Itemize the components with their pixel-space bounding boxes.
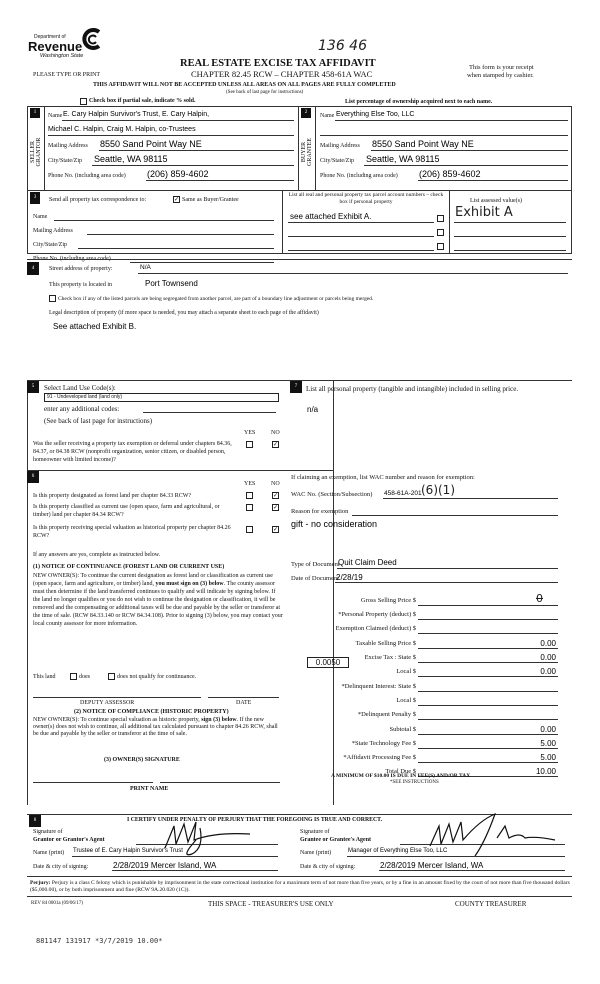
doc-type-field[interactable]: Quit Claim Deed <box>338 558 397 567</box>
buyer-mailing-field[interactable]: 8550 Sand Point Way NE <box>372 139 474 149</box>
partial-sale-label: Check box if partial sale, indicate % sold. <box>89 98 196 104</box>
underline <box>78 248 274 249</box>
exemption-question: Was the seller receiving a property tax exemption or deferral under chapters 84.36, 84.37, or 84.38 RCW (nonprofit organization, senior citizen, or disabled person, homeowner with limited income)? <box>33 441 232 463</box>
grantee-signature <box>425 812 575 860</box>
underline <box>418 648 558 649</box>
owner-signature-title: (3) OWNER(S) SIGNATURE <box>104 757 180 763</box>
warning-text: THIS AFFIDAVIT WILL NOT BE ACCEPTED UNLESS ALL AREAS ON ALL PAGES ARE FULLY COMPLETED <box>93 82 396 88</box>
partial-sale-checkbox[interactable] <box>80 98 87 105</box>
underline <box>54 220 274 221</box>
personal-property-field[interactable]: n/a <box>307 405 319 414</box>
fee-label: Exemption Claimed (deduct) $ <box>335 625 416 632</box>
text: sign (3) below <box>201 717 237 723</box>
phone-label: Phone No. (including area code) <box>33 256 111 262</box>
mailing-label: Mailing Address <box>320 143 360 149</box>
underline <box>383 498 558 499</box>
q-current-use-yes-checkbox[interactable] <box>246 504 253 511</box>
logo-line: Department of <box>34 34 66 40</box>
this-land-label: This land <box>33 674 56 680</box>
underline <box>418 719 558 720</box>
section-number: 4 <box>27 262 39 275</box>
underline <box>72 856 278 857</box>
buyer-city-field[interactable]: Seattle, WA 98115 <box>366 154 440 164</box>
fee-label: Local $ <box>396 668 416 675</box>
section-number: 7 <box>290 381 302 393</box>
seller-phone-field[interactable]: (206) 859-4602 <box>147 169 209 179</box>
if-yes-note: If any answers are yes, complete as instructed below. <box>33 552 161 558</box>
divider <box>449 190 450 254</box>
underline <box>146 180 294 181</box>
q-current-use-no-checkbox[interactable]: ✓ <box>273 505 279 511</box>
does-label: does <box>79 674 90 680</box>
underline <box>335 582 558 583</box>
see-instructions: *SEE INSTRUCTIONS <box>390 780 439 785</box>
wac-field[interactable]: 458-61A-201 <box>384 490 422 497</box>
see-back-note: (See back of last page for instructions) <box>226 90 304 95</box>
parcel-field[interactable]: see attached Exhibit A. <box>290 212 372 221</box>
underline <box>418 619 558 620</box>
underline <box>371 150 568 151</box>
fee-label: Subtotal $ <box>389 726 416 733</box>
underline <box>418 762 558 763</box>
certify-statement: I CERTIFY UNDER PENALTY OF PERJURY THAT THE FOREGOING IS TRUE AND CORRECT. <box>127 817 383 823</box>
divider <box>27 470 333 471</box>
underline <box>208 697 279 698</box>
side-label: SELLER GRANTOR <box>30 137 42 167</box>
fee-label: *State Technology Fee $ <box>351 740 416 747</box>
grantee-date-field[interactable]: 2/28/2019 Mercer Island, WA <box>380 861 484 870</box>
city-label: City/State/Zip <box>320 158 354 164</box>
street-label: Street address of property: <box>49 266 113 272</box>
text: . The county assessor must then determine if the land transferred continues to qualify and will indicate by signing below. If the land no longer qualifies or you do not wish to continue the designation or classification, it will be removed and the compensating or additional taxes will be due and payable by the seller or transferor at the time of sale. (RCW 84.33.140 or RCW 84.34.108). Prior to signing (3) below, you may contact your local county assessor for more information. <box>33 581 283 627</box>
fee-label: Gross Selling Price $ <box>360 597 416 604</box>
divider <box>27 380 28 805</box>
fee-label: Total Due $ <box>385 768 416 775</box>
local-rate-field[interactable]: 0.0050 <box>307 657 349 668</box>
text: NEW OWNER(S): To continue the current designation as forest land or classification as current use (open space, farm and agriculture, or timber) land, <box>33 573 273 587</box>
signature-label: Signature of <box>33 829 63 835</box>
logo-swirl-icon <box>80 28 102 50</box>
minimum-note: A MINIMUM OF $10.00 IS DUE IN FEE(S) AND/OR TAX <box>331 773 471 779</box>
underline <box>418 734 558 735</box>
underline <box>418 676 558 677</box>
underline <box>364 165 568 166</box>
underline <box>418 605 558 606</box>
land-use-select[interactable]: 91 - Undeveloped land (land only) <box>44 393 279 402</box>
underline <box>418 633 558 634</box>
receipt-note: This form is your receipt <box>469 64 534 71</box>
seller-mailing-field[interactable]: 8550 Sand Point Way NE <box>100 139 202 149</box>
seller-city-field[interactable]: Seattle, WA 98115 <box>94 154 168 164</box>
mailing-label: Mailing Address <box>33 228 73 234</box>
fee-value[interactable]: 10.00 <box>535 767 556 776</box>
notice-continuance-title: (1) NOTICE OF CONTINUANCE (FOREST LAND OR CURRENT USE) <box>33 564 225 570</box>
side-label: BUYER GRANTEE <box>301 138 313 166</box>
underline <box>99 150 294 151</box>
correspondence-label: Send all property tax correspondence to: <box>49 197 147 203</box>
text: Perjury: <box>30 880 51 886</box>
doc-type-label: Type of Document <box>291 561 340 568</box>
additional-codes-label: enter any additional codes: <box>44 405 120 413</box>
divider <box>27 876 572 877</box>
underline <box>288 250 434 251</box>
legal-description-field[interactable]: See attached Exhibit B. <box>53 322 137 331</box>
fee-label: Taxable Selling Price $ <box>355 640 416 647</box>
underline <box>62 120 294 121</box>
seller-name2-field[interactable]: Michael C. Halpin, Craig M. Halpin, co-Trustees <box>48 126 196 133</box>
name-label: Name <box>48 113 63 119</box>
buyer-name-field[interactable]: Everything Else Too, LLC <box>336 111 415 118</box>
underline <box>418 662 558 663</box>
doc-date-field[interactable]: 2/28/19 <box>336 573 363 582</box>
underline <box>352 515 558 516</box>
reason-label: Reason for exemption <box>291 508 349 515</box>
logo-line: Revenue <box>28 39 83 54</box>
section-number: 6 <box>27 471 39 483</box>
print-name-label: PRINT NAME <box>130 786 169 792</box>
divider <box>27 896 572 897</box>
personal-property-checkbox[interactable] <box>437 215 444 222</box>
text: Perjury is a class C felony which is punishable by imprisonment in the state correctional institution for a maximum term of not more than five years, or by a fine in an amount fixed by the court of not more than five thousand dollars ($5,000.00), or by both imprisonment and fine (RCW 9A.20.020 (1C)). <box>30 880 570 893</box>
deputy-assessor-label: DEPUTY ASSESSOR <box>80 700 135 706</box>
underline <box>160 782 280 783</box>
underline <box>33 697 201 698</box>
seller-name-field[interactable]: E. Cary Halpin Survivor's Trust, E. Cary Halpin, <box>63 111 210 118</box>
underline <box>418 705 558 706</box>
notice-compliance-title: (2) NOTICE OF COMPLIANCE (HISTORIC PROPERTY) <box>74 709 229 715</box>
text: you must sign on (3) below <box>155 581 224 587</box>
fee-label: Local $ <box>396 697 416 704</box>
underline <box>138 273 568 274</box>
fee-label: *Affidavit Processing Fee $ <box>343 754 416 761</box>
land-use-label: Select Land Use Code(s): <box>44 384 116 392</box>
same-as-buyer-checkbox[interactable]: ✓ <box>174 197 180 203</box>
section-number: 2 <box>301 108 311 118</box>
county-treasurer-label: COUNTY TREASURER <box>455 900 527 908</box>
doc-date-label: Date of Document <box>291 575 340 582</box>
does-not-qualify-checkbox[interactable] <box>108 673 115 680</box>
parcel-header: List all real and personal property tax parcel account numbers – check box if personal property <box>288 192 444 205</box>
fee-label: *Delinquent Penalty $ <box>357 711 416 718</box>
underline <box>112 870 278 871</box>
underline <box>454 222 566 223</box>
please-type: PLEASE TYPE OR PRINT <box>33 72 101 78</box>
see-back-note: (See back of last page for instructions) <box>44 417 153 425</box>
receipt-note: when stamped by cashier. <box>467 72 534 79</box>
underline <box>379 870 565 871</box>
personal-property-checkbox[interactable] <box>437 229 444 236</box>
located-field[interactable]: Port Townsend <box>145 279 198 288</box>
date-city-label: Date & city of signing: <box>33 864 89 870</box>
yes-header: YES <box>244 430 256 436</box>
mailing-label: Mailing Address <box>48 143 88 149</box>
underline <box>288 222 434 223</box>
treasurer-use-label: THIS SPACE - TREASURER'S USE ONLY <box>208 900 334 908</box>
legal-label: Legal description of property (if more space is needed, you may attach a separate sheet to each page of the affidavit) <box>49 310 319 316</box>
fee-label: *Delinquent Interest: State $ <box>341 683 416 690</box>
section-number: 8 <box>29 815 41 827</box>
date-city-label: Date & city of signing: <box>300 864 356 870</box>
ownership-note: List percentage of ownership acquired next to each name. <box>345 99 493 105</box>
buyer-phone-field[interactable]: (206) 859-4602 <box>419 169 481 179</box>
q-forest-yes-checkbox[interactable] <box>246 492 253 499</box>
q-historic-no-checkbox[interactable]: ✓ <box>273 527 279 533</box>
q-historic-yes-checkbox[interactable] <box>246 526 253 533</box>
current-use-question: Is this property classified as current use (open space, farm and agricultural, or timber) land per chapter 84.34 RCW? <box>33 504 220 518</box>
fee-value[interactable]: 0.00 <box>540 653 556 662</box>
text: NEW OWNER(S): To continue special valuation as historic property, <box>33 717 202 723</box>
name-print-label: Name (print) <box>33 850 65 856</box>
logo-line: Washington State <box>40 53 84 59</box>
name-label: Name <box>33 214 48 220</box>
does-qualify-checkbox[interactable] <box>70 673 77 680</box>
cashier-stamp: 881147 131917 *3/7/2019 10.00* <box>36 937 163 945</box>
underline <box>288 236 434 237</box>
q1-yes-checkbox[interactable] <box>246 441 253 448</box>
date-label: DATE <box>236 700 252 706</box>
underline <box>320 135 568 136</box>
underline <box>92 165 294 166</box>
forest-question: Is this property designated as forest land per chapter 84.33 RCW? <box>33 493 192 499</box>
underline <box>48 135 294 136</box>
segregated-label: Check box if any of the listed parcels are being segregated from another parcel, are part of a boundary line adjustment or parcels being merged. <box>58 296 374 302</box>
notice-compliance-text <box>33 717 283 738</box>
grantee-name-field[interactable]: Manager of Everything Else Too, LLC <box>348 848 448 854</box>
grantor-name-field[interactable]: Trustee of E. Cary Halpin Survivor's Trust <box>73 848 183 854</box>
street-field[interactable]: N/A <box>140 264 151 271</box>
wac-label: WAC No. (Section/Subsection) <box>291 491 373 498</box>
section-number: 3 <box>30 192 40 204</box>
divider <box>315 106 316 190</box>
handwritten-zero: 0 <box>536 592 543 605</box>
underline <box>143 412 276 413</box>
fee-value[interactable]: 5.00 <box>540 739 556 748</box>
q-forest-no-checkbox[interactable]: ✓ <box>273 493 279 499</box>
divider <box>27 190 572 191</box>
exemption-header: If claiming an exemption, list WAC number and reason for exemption: <box>291 474 475 481</box>
no-header: NO <box>271 430 280 436</box>
fee-value[interactable]: 5.00 <box>540 753 556 762</box>
city-label: City/State/Zip <box>48 158 82 164</box>
reason-field[interactable]: gift - no consideration <box>291 519 378 529</box>
underline <box>418 180 568 181</box>
phone-label: Phone No. (including area code) <box>320 173 398 179</box>
name-label: Name <box>320 113 335 119</box>
signature-label: Grantee or Grantee's Agent <box>300 837 372 843</box>
underline <box>130 262 274 263</box>
segregated-checkbox[interactable] <box>49 295 56 302</box>
fee-label: *Personal Property (deduct) $ <box>338 611 416 618</box>
underline <box>454 236 566 237</box>
text: . If the new owner(s) does not wish to continue, all additional tax calculated pursuant to chapter 84.26 RCW, shall be due and payable by the seller or transferor at the time of sale. <box>33 717 278 737</box>
perjury-notice <box>30 880 575 894</box>
located-label: This property is located in <box>49 282 112 288</box>
personal-property-checkbox[interactable] <box>437 243 444 250</box>
handwritten-number: 136 46 <box>318 38 367 54</box>
divider <box>282 190 283 254</box>
underline <box>33 782 153 783</box>
underline <box>454 250 566 251</box>
same-as-buyer-label: Same as Buyer/Grantee <box>182 197 239 203</box>
no-header: NO <box>271 481 280 487</box>
fee-value[interactable]: 0.00 <box>540 667 556 676</box>
assessed-header: List assessed value(s) <box>470 198 522 204</box>
assessed-field[interactable]: Exhibit A <box>455 205 513 220</box>
wac-handwritten: (6)(1) <box>421 483 455 497</box>
form-subtitle: CHAPTER 82.45 RCW – CHAPTER 458-61A WAC <box>191 69 373 79</box>
divider <box>44 106 45 190</box>
underline <box>337 568 558 569</box>
phone-label: Phone No. (including area code) <box>48 173 126 179</box>
section-number: 5 <box>27 381 39 393</box>
signature-label: Signature of <box>300 829 330 835</box>
signature-label: Grantor or Grantor's Agent <box>33 837 105 843</box>
grantor-date-field[interactable]: 2/28/2019 Mercer Island, WA <box>113 861 217 870</box>
name-print-label: Name (print) <box>300 850 332 856</box>
divider <box>27 259 572 260</box>
underline <box>87 234 274 235</box>
underline <box>418 691 558 692</box>
underline <box>335 120 568 121</box>
underline <box>418 748 558 749</box>
form-revision: REV 84 0001a (09/06/17) <box>31 901 83 906</box>
form-title: REAL ESTATE EXCISE TAX AFFIDAVIT <box>180 58 376 69</box>
underline <box>347 856 565 857</box>
notice-continuance-text <box>33 572 283 628</box>
fee-value[interactable]: 0.00 <box>540 639 556 648</box>
divider <box>298 106 299 190</box>
does-not-label: does not qualify for continuance. <box>117 674 197 680</box>
personal-property-label: List all personal property (tangible and intangible) included in selling price. <box>306 385 519 393</box>
yes-header: YES <box>244 481 256 487</box>
q1-no-checkbox[interactable]: ✓ <box>273 442 279 448</box>
fee-value[interactable]: 0.00 <box>540 725 556 734</box>
section-number: 1 <box>30 108 40 118</box>
city-label: City/State/Zip <box>33 242 67 248</box>
fee-label: Excise Tax : State $ <box>364 654 416 661</box>
historic-question: Is this property receiving special valuation as historical property per chapter 84.26 RCW? <box>33 525 231 539</box>
